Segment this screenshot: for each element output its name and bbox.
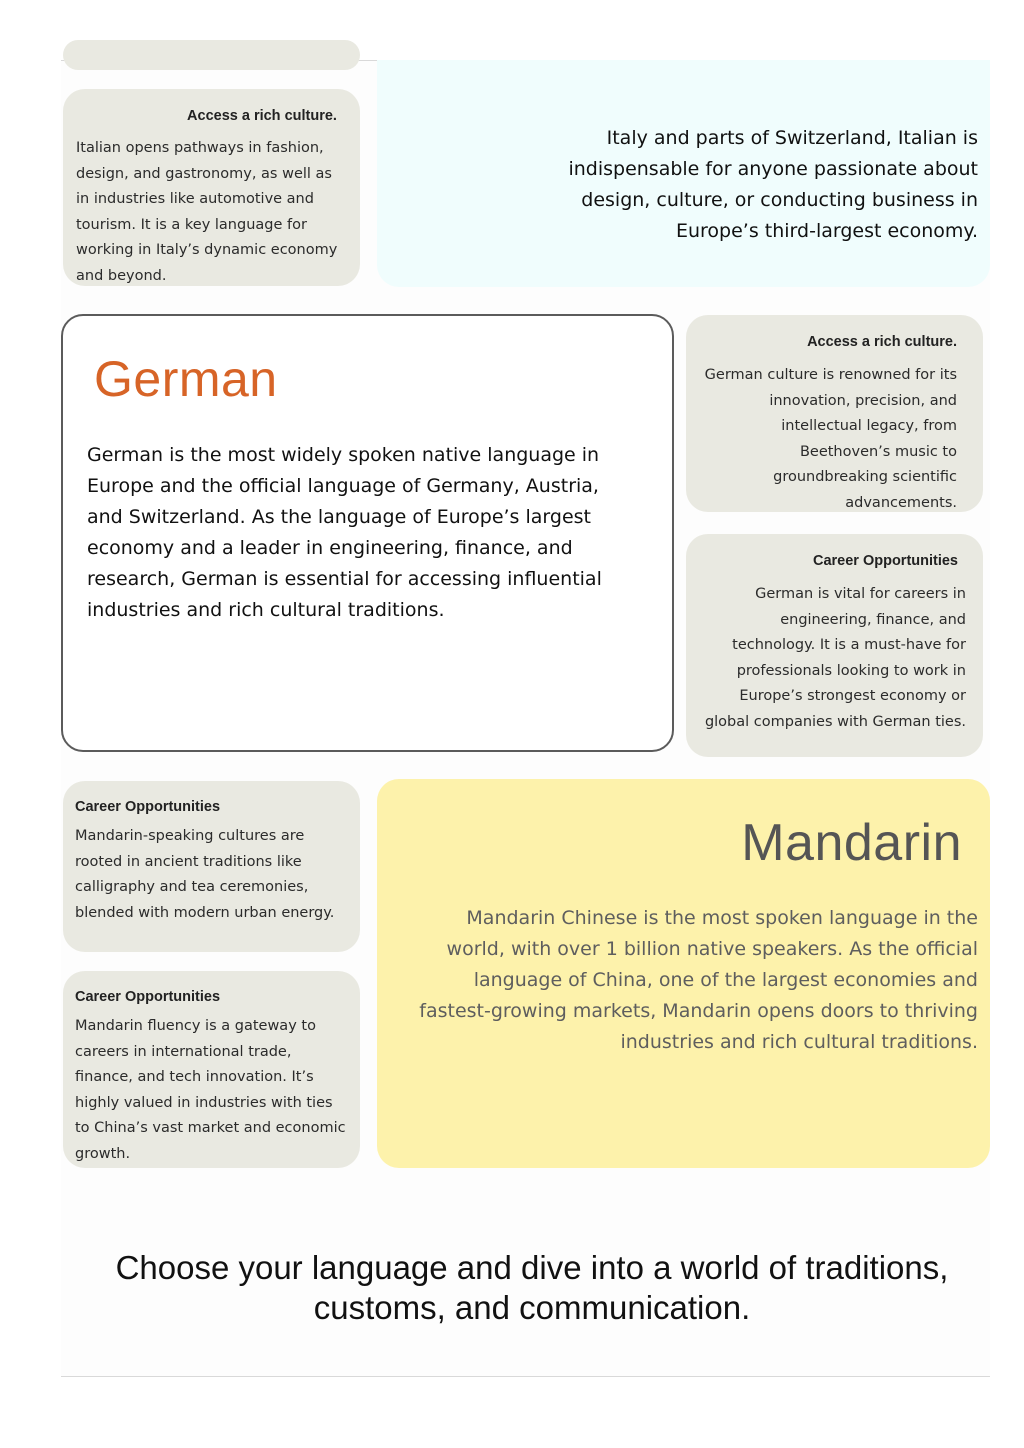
german-culture-text: German culture is renowned for its innovation, precision, and intellectual legacy, from Beethoven’s music to groundbreaking scientific advancements. [704, 367, 957, 511]
mandarin-career-text: Mandarin fluency is a gateway to careers in international trade, finance, and tech innovation. It’s highly valued in industries with ties to China’s vast market and economic growth. [75, 1018, 346, 1162]
german-career-title: Career Opportunities [812, 553, 958, 569]
german-career-text: German is vital for careers in engineering, finance, and technology. It is a must-have for professionals looking to work in Europe’s strongest economy or global companies with German ties. [704, 586, 966, 730]
german-culture-card [686, 315, 983, 512]
mandarin-culture-card [63, 781, 360, 952]
mandarin-culture-text: Mandarin-speaking cultures are rooted in ancient traditions like calligraphy and tea ceremonies, blended with modern urban energy. [75, 828, 335, 921]
italian-hero-text: Italy and parts of Switzerland, Italian is indispensable for anyone passionate about design, culture, or conducting business in Europe’s third-largest economy. [568, 127, 978, 242]
mandarin-career-title: Career Opportunities [75, 989, 221, 1005]
italian-culture-card [63, 89, 360, 286]
mandarin-title: Mandarin [741, 814, 962, 872]
german-culture-title: Access a rich culture. [807, 334, 957, 350]
mandarin-culture-title: Career Opportunities [75, 799, 221, 815]
german-body: German is the most widely spoken native language in Europe and the official language of Germany, Austria, and Switzerland. As the language of Europe’s largest economy and a leader in engineering, finance, and research, German is essential for accessing influential industries and rich cultural traditions. [87, 444, 602, 621]
italian-hero-panel [377, 60, 990, 287]
german-career-card [686, 534, 983, 757]
italian-culture-title: Access a rich culture. [187, 108, 337, 124]
mandarin-hero-panel [377, 779, 990, 1168]
mandarin-career-card [63, 971, 360, 1168]
mandarin-body: Mandarin Chinese is the most spoken language in the world, with over 1 billion native speakers. As the official language of China, one of the largest economies and fastest-growing markets, Mandarin opens doors to thriving industries and rich cultural traditions. [419, 907, 978, 1053]
german-title: German [94, 351, 278, 407]
italian-previous-card-bottom [63, 40, 360, 70]
italian-culture-text: Italian opens pathways in fashion, design, and gastronomy, as well as in industries like automotive and tourism. It is a key language for working in Italy’s dynamic economy and beyond. [76, 140, 338, 284]
german-hero-panel [61, 314, 674, 752]
closing-tagline: Choose your language and dive into a world of traditions, customs, and communication. [115, 1249, 949, 1326]
